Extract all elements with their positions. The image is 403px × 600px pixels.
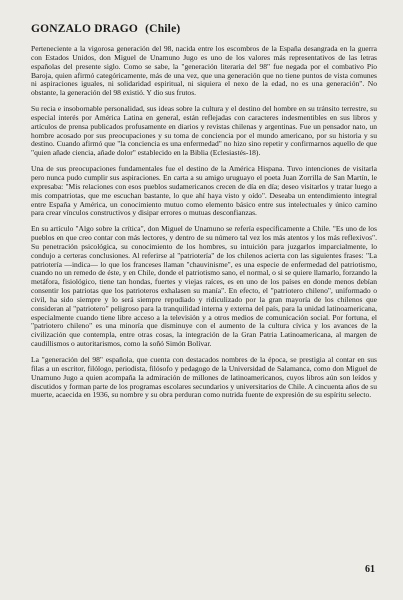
paragraph-2: Su recia e insobornable personalidad, sus ideas sobre la cultura y el destino del hombre en su tránsito terrestre, su especial interés por América Latina en general, están reflejadas con caracteres indesmentibles en sus libros y artículos de prensa publicados profusamente en diarios y revistas chilenas y argentinas. Fue un pensador nato, un hombre acosado por sus preocupaciones y su toma de conciencia por el mundo americano, por su historia y su destino. Cuando afirmó que "la conciencia es una enfermedad" no hizo sino repetir y confirmarnos aquello de que "quien añade ciencia, añade dolor" establecido en la Biblia (Eclesiastés-18).: [31, 104, 377, 158]
article-heading: [31, 23, 377, 36]
paragraph-1: Perteneciente a la vigorosa generación del 98, nacida entre los escombros de la España desangrada en la guerra con Estados Unidos, don Miguel de Unamuno Jugo es uno de los valores más representativos de las letras españolas del presente siglo. Como se sabe, la "generación literaria del 98" fue negada por el combativo Pío Baroja, quien afirmó categóricamente, más de una vez, que una generación que no tiene puntos de vista comunes ni aspiraciones iguales, ni solidaridad espiritual, ni siquiera el nexo de la edad, no es una generación". No obstante, la generación del 98 existió. Y dio sus frutos.: [31, 44, 377, 98]
paragraph-4: En su artículo "Algo sobre la crítica", don Miguel de Unamuno se refería específicamente a Chile. "Es uno de los pueblos en que creo contar con más lectores, y dentro de su número tal vez los más atentos y los más reflexivos". Su penetración psicológica, su conocimiento de los hombres, su intuición para juzgarlos imparcialmente, lo condujo a certeras conclusiones. Al referirse al "patriotería" de los chilenos acierta con las siguientes frases: "La patriotería —indica— lo que los franceses llaman "chauvinisme", es una especie de enfermedad del patriotismo, cuando no un remedo de éste, y en Chile, donde el patriotismo sano, el normal, o si se quiere llamarlo, forzando la metáfora, fisiológico, tiene tan hondas, fuertes y viejas raíces, es en uno de los países en donde menos debían consentir los patriotas que los patrioteros exhalasen su manía". En efecto, el "patriotero chileno", uniformado o civil, ha sido siempre y lo será siempre repudiado y ridiculizado por la gran mayoría de los chilenos que consideran al "patriotero" peligroso para la tranquilidad interna y externa del país, para la unidad latinoamericana, especialmente cuando tiene libre acceso a la televisión y a otros medios de comunicación social. Por fortuna, el "patriotero chileno" es una minoría que disminuye con el aumento de la cultura cívica y los avances de la civilización que contempla, entre otras cosas, la integración de la Gran Patria Latinoamericana, al margen de caudillismos o autoritarismos, como la soñó Simón Bolívar.: [31, 224, 377, 349]
page-number: 61: [365, 564, 375, 575]
author-country: (Chile): [145, 23, 181, 35]
paragraph-5: La "generación del 98" española, que cuenta con destacados nombres de la época, se prestigia al contar en sus filas a un escritor, filólogo, periodista, filósofo y pedagogo de la Universidad de Salamanca, como don Miguel de Unamuno Jugo a quien acompaña la admiración de millones de latinoamericanos, cuyos libros aún son leídos y discutidos y forman parte de los programas escolares secundarios y universitarios de Chile. A cincuenta años de su muerte, acaecida en 1936, su nombre y su obra perduran como nutrida fuente de expresión de su espíritu selecto.: [31, 355, 377, 400]
author-name: GONZALO DRAGO: [31, 23, 139, 35]
paragraph-3: Una de sus preocupaciones fundamentales fue el destino de la América Hispana. Tuvo intenciones de visitarla pero nunca pudo cumplir sus aspiraciones. En carta a su amigo uruguayo el poeta Juan Zorrilla de San Martín, le expresaba: "Mis relaciones con esos pueblos sudamericanos crecen de día en día; deseo visitarlos y tratar luego a mis compatriotas, que me escuchan bastante, lo que ahí haya visto y oído". Deseaba un entendimiento integral entre España y América, un conocimiento mutuo como elemento básico entre sus intelectuales y único camino para crear vínculos constructivos y disipar errores o mutuas desconfianzas.: [31, 164, 377, 218]
